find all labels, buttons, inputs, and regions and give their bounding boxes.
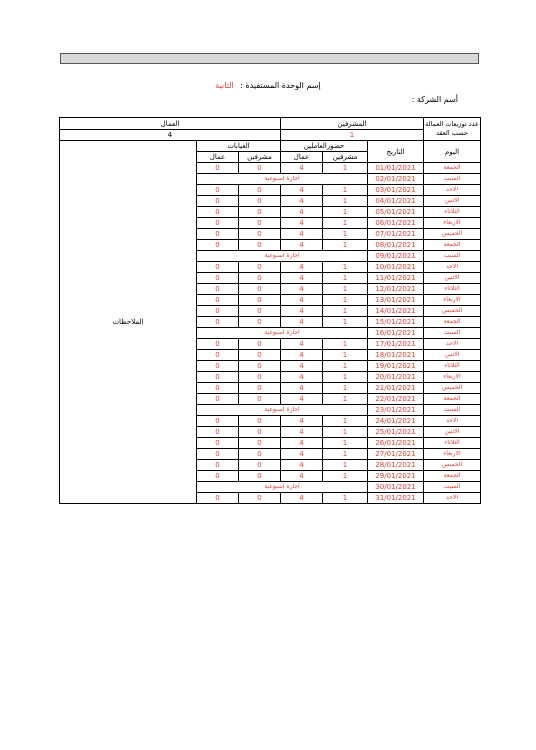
att-workers-cell: 4	[281, 361, 323, 372]
date-cell: 15/01/2021	[368, 317, 424, 328]
abs-workers-cell: 0	[197, 273, 239, 284]
abs-supervisors-cell: 0	[239, 339, 281, 350]
abs-workers-cell: 0	[197, 262, 239, 273]
att-supervisors-header: مشرفين	[323, 152, 368, 163]
att-supervisors-cell: 1	[323, 383, 368, 394]
abs-supervisors-cell: 0	[239, 361, 281, 372]
att-supervisors-cell: 1	[323, 361, 368, 372]
day-cell: الجمعة	[424, 317, 481, 328]
att-workers-cell: 4	[281, 471, 323, 482]
date-cell: 18/01/2021	[368, 350, 424, 361]
abs-supervisors-cell: 0	[239, 493, 281, 504]
day-cell: الاربعاء	[424, 218, 481, 229]
day-cell: الجمعة	[424, 394, 481, 405]
abs-workers-cell: 0	[197, 218, 239, 229]
day-cell: الثلاثاء	[424, 284, 481, 295]
date-cell: 02/01/2021	[368, 174, 424, 185]
abs-workers-cell: 0	[197, 427, 239, 438]
attendance-table	[59, 117, 481, 504]
att-workers-cell: 4	[281, 262, 323, 273]
date-cell: 09/01/2021	[368, 251, 424, 262]
day-cell: الاحد	[424, 339, 481, 350]
att-supervisors-cell: 1	[323, 493, 368, 504]
date-cell: 28/01/2021	[368, 460, 424, 471]
workers-count: 4	[60, 130, 281, 141]
att-workers-cell: 4	[281, 163, 323, 174]
abs-workers-cell: 0	[197, 438, 239, 449]
att-workers-cell: 4	[281, 438, 323, 449]
abs-supervisors-cell: 0	[239, 438, 281, 449]
att-workers-cell: 4	[281, 284, 323, 295]
date-cell: 20/01/2021	[368, 372, 424, 383]
date-cell: 27/01/2021	[368, 449, 424, 460]
att-supervisors-cell: 1	[323, 185, 368, 196]
day-cell: الاحد	[424, 185, 481, 196]
workforce-label-line1: عدد توزيعات العمالة	[425, 120, 479, 128]
date-cell: 11/01/2021	[368, 273, 424, 284]
abs-supervisors-cell: 0	[239, 416, 281, 427]
abs-workers-cell: 0	[197, 471, 239, 482]
date-cell: 14/01/2021	[368, 306, 424, 317]
abs-workers-cell: 0	[197, 163, 239, 174]
abs-workers-cell: 0	[197, 196, 239, 207]
abs-supervisors-cell: 0	[239, 449, 281, 460]
holiday-cell: اجازة اسبوعية	[197, 251, 368, 262]
att-supervisors-cell: 1	[323, 372, 368, 383]
att-supervisors-cell: 1	[323, 229, 368, 240]
abs-supervisors-cell: 0	[239, 185, 281, 196]
date-header: التاريخ	[368, 141, 424, 163]
abs-supervisors-header: مشرفين	[239, 152, 281, 163]
abs-workers-cell: 0	[197, 240, 239, 251]
date-cell: 17/01/2021	[368, 339, 424, 350]
notes-header: الملاحظات	[60, 141, 197, 504]
day-cell: الاثنين	[424, 427, 481, 438]
att-supervisors-cell: 1	[323, 317, 368, 328]
abs-supervisors-cell: 0	[239, 471, 281, 482]
day-cell: الاحد	[424, 416, 481, 427]
att-supervisors-cell: 1	[323, 427, 368, 438]
date-cell: 25/01/2021	[368, 427, 424, 438]
att-workers-cell: 4	[281, 339, 323, 350]
att-workers-cell: 4	[281, 350, 323, 361]
abs-supervisors-cell: 0	[239, 350, 281, 361]
date-cell: 07/01/2021	[368, 229, 424, 240]
att-supervisors-cell: 1	[323, 394, 368, 405]
date-cell: 31/01/2021	[368, 493, 424, 504]
att-supervisors-cell: 1	[323, 449, 368, 460]
abs-supervisors-cell: 0	[239, 240, 281, 251]
summary-row-labels	[60, 118, 481, 130]
abs-supervisors-cell: 0	[239, 306, 281, 317]
att-workers-cell: 4	[281, 416, 323, 427]
att-workers-cell: 4	[281, 218, 323, 229]
abs-workers-cell: 0	[197, 394, 239, 405]
date-cell: 16/01/2021	[368, 328, 424, 339]
att-workers-cell: 4	[281, 240, 323, 251]
abs-supervisors-cell: 0	[239, 284, 281, 295]
date-cell: 08/01/2021	[368, 240, 424, 251]
att-workers-cell: 4	[281, 196, 323, 207]
date-cell: 23/01/2021	[368, 405, 424, 416]
att-workers-cell: 4	[281, 394, 323, 405]
date-cell: 21/01/2021	[368, 383, 424, 394]
date-cell: 03/01/2021	[368, 185, 424, 196]
date-cell: 30/01/2021	[368, 482, 424, 493]
att-supervisors-cell: 1	[323, 218, 368, 229]
date-cell: 13/01/2021	[368, 295, 424, 306]
abs-workers-cell: 0	[197, 185, 239, 196]
abs-supervisors-cell: 0	[239, 229, 281, 240]
date-cell: 29/01/2021	[368, 471, 424, 482]
day-cell: السبت	[424, 251, 481, 262]
day-cell: الثلاثاء	[424, 361, 481, 372]
workers-label: العمال	[60, 118, 281, 130]
att-workers-cell: 4	[281, 372, 323, 383]
holiday-cell: اجازة اسبوعية	[197, 328, 368, 339]
day-cell: الاربعاء	[424, 295, 481, 306]
att-workers-cell: 4	[281, 295, 323, 306]
att-workers-cell: 4	[281, 185, 323, 196]
att-workers-cell: 4	[281, 427, 323, 438]
unit-label: إسم الوحدة المستفيدة :	[240, 81, 321, 90]
abs-workers-cell: 0	[197, 372, 239, 383]
workforce-label	[424, 118, 481, 141]
holiday-cell: اجازة اسبوعية	[197, 174, 368, 185]
abs-workers-cell: 0	[197, 383, 239, 394]
att-workers-cell: 4	[281, 317, 323, 328]
day-cell: الجمعة	[424, 471, 481, 482]
att-workers-cell: 4	[281, 273, 323, 284]
day-cell: الخميس	[424, 383, 481, 394]
day-cell: الاحد	[424, 493, 481, 504]
att-supervisors-cell: 1	[323, 339, 368, 350]
att-supervisors-cell: 1	[323, 350, 368, 361]
date-cell: 24/01/2021	[368, 416, 424, 427]
day-header: اليوم	[424, 141, 481, 163]
abs-supervisors-cell: 0	[239, 262, 281, 273]
att-workers-header: عمال	[281, 152, 323, 163]
date-cell: 12/01/2021	[368, 284, 424, 295]
day-cell: الاثنين	[424, 273, 481, 284]
abs-supervisors-cell: 0	[239, 383, 281, 394]
absences-header: الغيابات	[197, 141, 281, 152]
day-cell: السبت	[424, 482, 481, 493]
att-supervisors-cell: 1	[323, 262, 368, 273]
supervisors-label: المشرفين	[281, 118, 424, 130]
att-workers-cell: 4	[281, 306, 323, 317]
att-supervisors-cell: 1	[323, 460, 368, 471]
abs-workers-header: عمال	[197, 152, 239, 163]
att-workers-cell: 4	[281, 460, 323, 471]
abs-workers-cell: 0	[197, 284, 239, 295]
holiday-cell: اجازة اسبوعية	[197, 482, 368, 493]
abs-workers-cell: 0	[197, 493, 239, 504]
date-cell: 06/01/2021	[368, 218, 424, 229]
day-cell: الخميس	[424, 306, 481, 317]
day-cell: الجمعة	[424, 163, 481, 174]
day-cell: الاربعاء	[424, 372, 481, 383]
unit-value: الثانية	[215, 81, 234, 90]
att-supervisors-cell: 1	[323, 471, 368, 482]
abs-workers-cell: 0	[197, 460, 239, 471]
att-workers-cell: 4	[281, 493, 323, 504]
day-cell: السبت	[424, 405, 481, 416]
day-cell: السبت	[424, 328, 481, 339]
abs-supervisors-cell: 0	[239, 317, 281, 328]
holiday-cell: اجازة اسبوعية	[197, 405, 368, 416]
day-cell: الاثنين	[424, 196, 481, 207]
abs-supervisors-cell: 0	[239, 295, 281, 306]
day-cell: الجمعة	[424, 240, 481, 251]
att-workers-cell: 4	[281, 449, 323, 460]
day-cell: الاحد	[424, 262, 481, 273]
column-header-row-1	[60, 141, 481, 152]
abs-workers-cell: 0	[197, 207, 239, 218]
abs-supervisors-cell: 0	[239, 273, 281, 284]
att-supervisors-cell: 1	[323, 207, 368, 218]
day-cell: الاربعاء	[424, 449, 481, 460]
att-supervisors-cell: 1	[323, 196, 368, 207]
att-supervisors-cell: 1	[323, 273, 368, 284]
workforce-label-line2: حسب العقد	[436, 129, 468, 137]
abs-supervisors-cell: 0	[239, 196, 281, 207]
abs-workers-cell: 0	[197, 317, 239, 328]
day-cell: الاثنين	[424, 350, 481, 361]
abs-supervisors-cell: 0	[239, 427, 281, 438]
abs-supervisors-cell: 0	[239, 394, 281, 405]
day-cell: الثلاثاء	[424, 207, 481, 218]
day-cell: السبت	[424, 174, 481, 185]
company-label: أسم الشركة :	[411, 95, 458, 104]
att-supervisors-cell: 1	[323, 306, 368, 317]
att-workers-cell: 4	[281, 229, 323, 240]
abs-workers-cell: 0	[197, 361, 239, 372]
day-cell: الخميس	[424, 229, 481, 240]
abs-supervisors-cell: 0	[239, 207, 281, 218]
unit-line	[0, 81, 536, 90]
abs-supervisors-cell: 0	[239, 460, 281, 471]
supervisors-count: 1	[281, 130, 424, 141]
date-cell: 05/01/2021	[368, 207, 424, 218]
date-cell: 26/01/2021	[368, 438, 424, 449]
abs-workers-cell: 0	[197, 449, 239, 460]
abs-workers-cell: 0	[197, 295, 239, 306]
abs-supervisors-cell: 0	[239, 163, 281, 174]
date-cell: 04/01/2021	[368, 196, 424, 207]
att-workers-cell: 4	[281, 383, 323, 394]
day-cell: الثلاثاء	[424, 438, 481, 449]
date-cell: 22/01/2021	[368, 394, 424, 405]
summary-row-values	[60, 130, 481, 141]
date-cell: 10/01/2021	[368, 262, 424, 273]
att-workers-cell: 4	[281, 207, 323, 218]
abs-workers-cell: 0	[197, 339, 239, 350]
day-cell: الخميس	[424, 460, 481, 471]
abs-workers-cell: 0	[197, 416, 239, 427]
abs-supervisors-cell: 0	[239, 218, 281, 229]
abs-workers-cell: 0	[197, 306, 239, 317]
att-supervisors-cell: 1	[323, 240, 368, 251]
header-bar	[60, 53, 479, 64]
abs-workers-cell: 0	[197, 350, 239, 361]
att-supervisors-cell: 1	[323, 438, 368, 449]
att-supervisors-cell: 1	[323, 284, 368, 295]
att-supervisors-cell: 1	[323, 163, 368, 174]
att-supervisors-cell: 1	[323, 295, 368, 306]
date-cell: 19/01/2021	[368, 361, 424, 372]
abs-workers-cell: 0	[197, 229, 239, 240]
abs-supervisors-cell: 0	[239, 372, 281, 383]
att-supervisors-cell: 1	[323, 416, 368, 427]
attendance-header: حضورالعاملين	[281, 141, 368, 152]
date-cell: 01/01/2021	[368, 163, 424, 174]
